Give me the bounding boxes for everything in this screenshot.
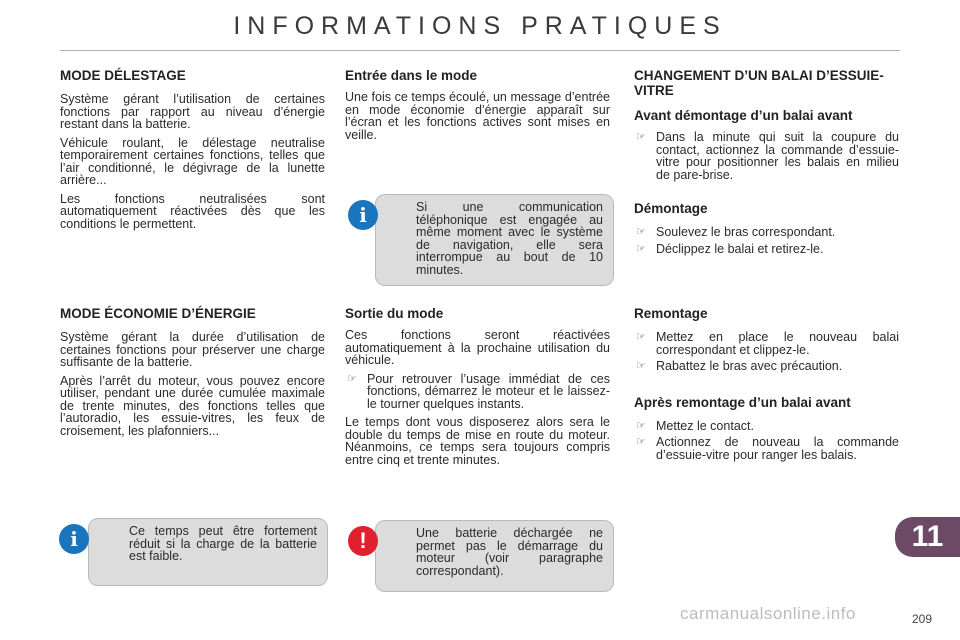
list-item: ☞ Mettez en place le nouveau balai correspondant et clippez-le. bbox=[636, 330, 899, 357]
heading-mode-delestage: MODE DÉLESTAGE bbox=[60, 68, 186, 83]
title-divider bbox=[60, 50, 900, 51]
pointing-hand-icon: ☞ bbox=[636, 242, 646, 255]
note-text: Si une communication téléphonique est engagée au même moment avec le système de navigation, elle sera interrompue au bout de 10 minutes. bbox=[416, 200, 603, 277]
paragraph: Les fonctions neutralisées sont automatiquement réactivées dès que les conditions le permettent. bbox=[60, 191, 325, 231]
pointing-hand-icon: ☞ bbox=[636, 131, 646, 143]
info-note-phone bbox=[359, 194, 614, 286]
paragraph: Une fois ce temps écoulé, un message d’entrée en mode économie d’énergie apparaît sur l’écran et les fonctions actives sont mises en veille. bbox=[345, 90, 610, 142]
list-item: ☞ Actionnez de nouveau la commande d’essuie-vitre pour ranger les balais. bbox=[636, 435, 899, 462]
column-left-lower bbox=[60, 306, 325, 443]
page-number: 209 bbox=[911, 612, 932, 626]
paragraph: Véhicule roulant, le délestage neutralise temporairement certaines fonctions, telles que l’air conditionné, le dégivrage de la lunette arrière... bbox=[60, 135, 325, 187]
heading-apres-remontage: Après remontage d’un balai avant bbox=[634, 394, 851, 410]
column-right bbox=[634, 68, 899, 277]
list-item: ☞ Soulevez le bras correspondant. bbox=[636, 225, 836, 239]
paragraph: Ces fonctions seront réactivées automatiquement à la prochaine utilisation du véhicule. bbox=[345, 328, 610, 367]
pointing-hand-icon: ☞ bbox=[636, 419, 646, 432]
chapter-tab: 11 bbox=[895, 517, 960, 557]
paragraph: Système gérant l’utilisation de certaines fonctions par rapport au niveau d’énergie restant dans la batterie. bbox=[60, 92, 325, 131]
heading-entree: Entrée dans le mode bbox=[345, 68, 478, 83]
list-item: ☞ Dans la minute qui suit la coupure du contact, actionnez la commande d’essuie-vitre pour positionner les balais en milieu de pare-brise. bbox=[636, 130, 899, 182]
list-item: ☞ Déclippez le balai et retirez-le. bbox=[636, 241, 824, 256]
heading-mode-economie: MODE ÉCONOMIE D’ÉNERGIE bbox=[60, 306, 256, 321]
pointing-hand-icon: ☞ bbox=[636, 436, 646, 448]
pointing-hand-icon: ☞ bbox=[636, 360, 646, 372]
pointing-hand-icon: ☞ bbox=[636, 331, 646, 343]
heading-changement-balai: CHANGEMENT D’UN BALAI D’ESSUIE-VITRE bbox=[634, 68, 884, 98]
info-note-battery bbox=[70, 518, 328, 586]
heading-avant-demontage: Avant démontage d’un balai avant bbox=[634, 108, 853, 123]
heading-remontage: Remontage bbox=[634, 306, 708, 321]
watermark: carmanualsonline.info bbox=[680, 604, 856, 623]
column-middle bbox=[345, 68, 610, 147]
list-item: ☞ Pour retrouver l’usage immédiat de ces fonctions, démarrez le moteur et le laissez-le tourner quelques instants. bbox=[347, 371, 610, 411]
pointing-hand-icon: ☞ bbox=[636, 226, 646, 238]
warning-note-battery bbox=[359, 520, 614, 592]
page-title: INFORMATIONS PRATIQUES bbox=[233, 12, 727, 40]
info-icon: i bbox=[348, 200, 378, 230]
note-text: Ce temps peut être fortement réduit si la charge de la batterie est faible. bbox=[129, 524, 317, 563]
note-text: Une batterie déchargée ne permet pas le démarrage du moteur (voir paragraphe correspondant). bbox=[416, 526, 603, 578]
pointing-hand-icon: ☞ bbox=[347, 372, 357, 385]
list-item: ☞ Mettez le contact. bbox=[636, 418, 754, 433]
column-left bbox=[60, 68, 325, 236]
heading-demontage: Démontage bbox=[634, 201, 708, 216]
exclamation-icon: ! bbox=[348, 526, 378, 556]
column-middle-lower bbox=[345, 306, 610, 472]
paragraph: Après l’arrêt du moteur, vous pouvez encore utiliser, pendant une durée cumulée maximale de trente minutes, des fonctions telles que l’autoradio, les essuie-vitres, les feux de croisement, les plafonniers... bbox=[60, 373, 325, 438]
heading-sortie: Sortie du mode bbox=[345, 306, 444, 321]
paragraph: Le temps dont vous disposerez alors sera le double du temps de mise en route du moteur. Néanmoins, ce temps sera toujours compris entre cinq et trente minutes. bbox=[345, 415, 610, 467]
column-right-lower bbox=[634, 306, 899, 467]
list-item: ☞ Rabattez le bras avec précaution. bbox=[636, 359, 843, 373]
paragraph: Système gérant la durée d’utilisation de certaines fonctions pour préserver une charge suffisante de la batterie. bbox=[60, 330, 325, 369]
info-icon: i bbox=[59, 524, 89, 554]
